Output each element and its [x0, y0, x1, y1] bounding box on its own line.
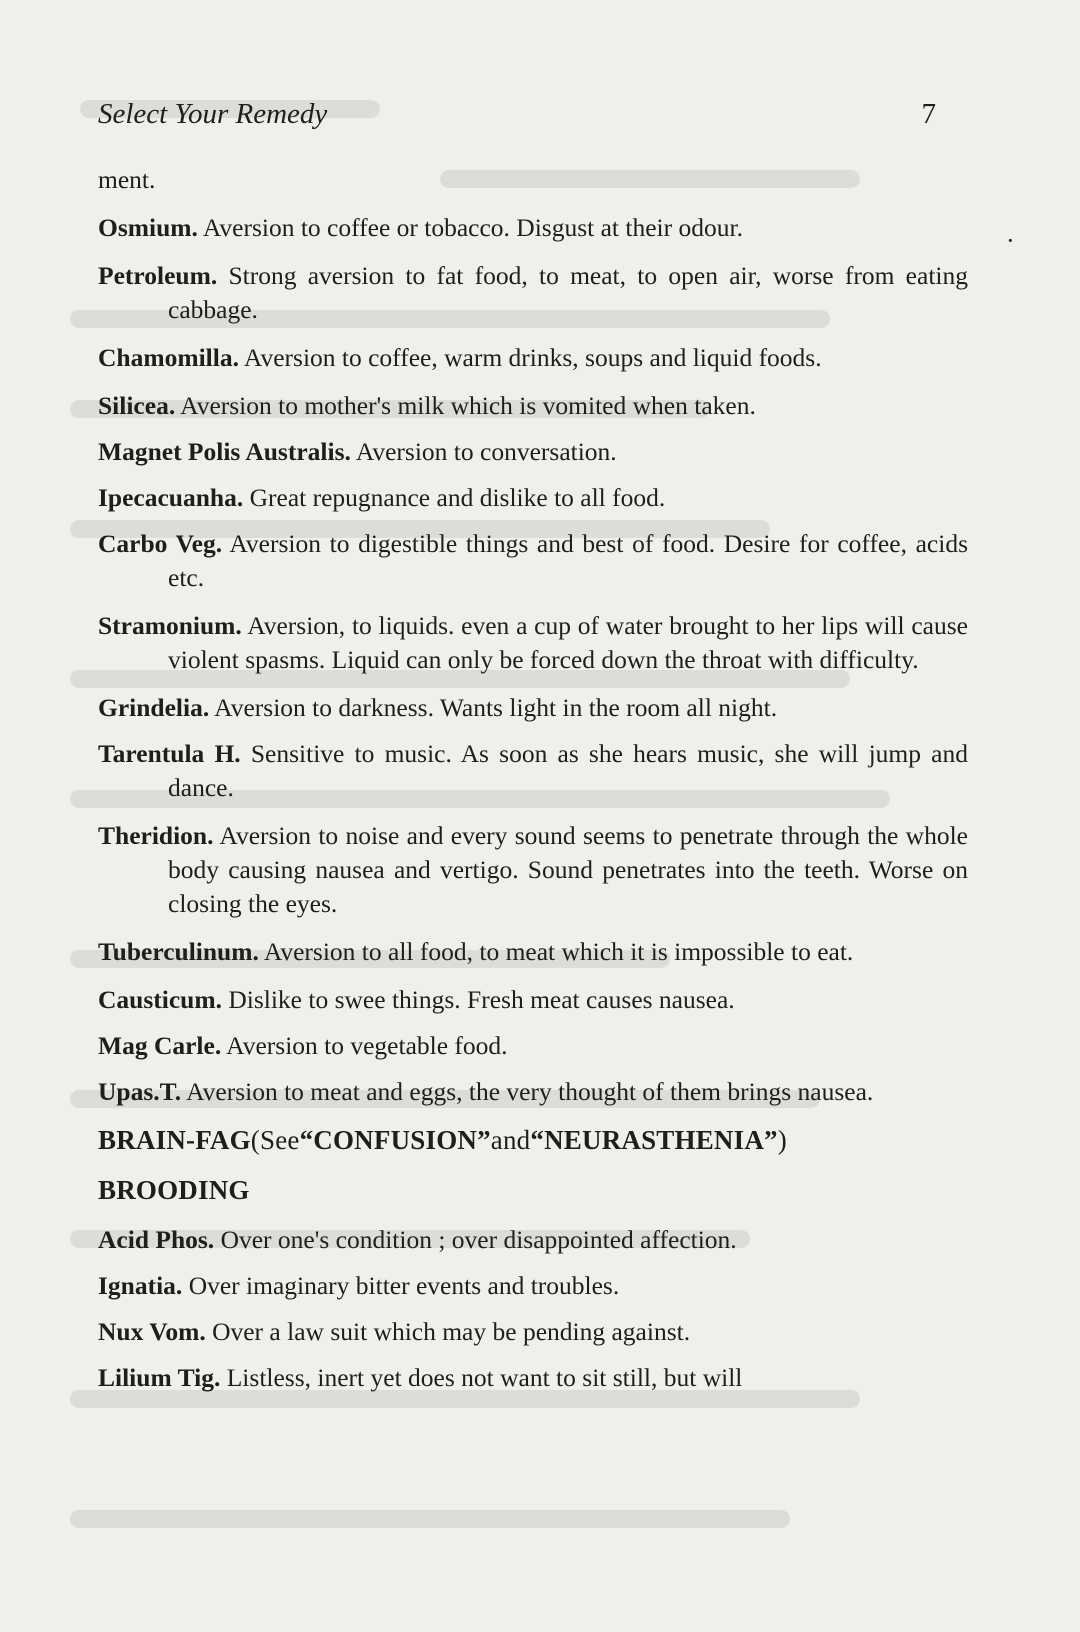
remedy-entry — [98, 211, 968, 245]
remedy-entry — [98, 1361, 968, 1395]
remedy-name: Chamomilla. — [98, 343, 239, 372]
remedy-name: Silicea. — [98, 391, 176, 420]
heading-close: ) — [777, 1125, 787, 1155]
remedy-name: Carbo Veg. — [98, 529, 223, 558]
remedy-entry — [98, 935, 968, 969]
page-body — [98, 163, 968, 1407]
remedy-name: Causticum. — [98, 985, 222, 1014]
remedy-text: Aversion to all food, to meat which it is impossible to eat. — [258, 937, 854, 966]
remedy-entry — [98, 259, 968, 327]
section-heading-brooding: BROODING — [98, 1175, 250, 1205]
remedy-name: Ipecacuanha. — [98, 483, 244, 512]
remedy-text: Dislike to swee things. Fresh meat causes nausea. — [221, 985, 735, 1014]
remedy-entry — [98, 1029, 968, 1063]
remedy-name: Theridion. — [98, 821, 214, 850]
remedy-name: Magnet Polis Australis. — [98, 437, 351, 466]
remedy-entry — [98, 737, 968, 805]
remedy-text: Sensitive to music. As soon as she hears music, she will jump and dance. — [168, 739, 968, 802]
remedy-entry — [98, 527, 968, 595]
remedy-name: Acid Phos. — [98, 1225, 215, 1254]
remedy-list-brooding — [98, 1223, 968, 1395]
heading-ref: “CONFUSION” — [299, 1125, 491, 1155]
remedy-name: Ignatia. — [98, 1271, 183, 1300]
remedy-entry — [98, 1223, 968, 1257]
remedy-name: Tarentula H. — [98, 739, 241, 768]
remedy-name: Nux Vom. — [98, 1317, 206, 1346]
remedy-text: Aversion to digestible things and best of food. Desire for coffee, acids etc. — [168, 529, 968, 592]
remedy-name: Osmium. — [98, 213, 198, 242]
remedy-text: Aversion to mother's milk which is vomited when taken. — [175, 391, 756, 420]
remedy-entry — [98, 481, 968, 515]
remedy-text: Aversion to noise and every sound seems to penetrate through the whole body causing nausea and vertigo. Sound penetrates into the teeth. Worse on closing the eyes. — [168, 821, 968, 918]
remedy-name: Lilium Tig. — [98, 1363, 221, 1392]
remedy-entry — [98, 389, 968, 423]
continued-line: ment. — [98, 165, 156, 194]
remedy-entry — [98, 691, 968, 725]
remedy-entry — [98, 1075, 968, 1109]
remedy-text: Aversion to coffee or tobacco. Disgust at their odour. — [197, 213, 743, 242]
remedy-text: Great repugnance and dislike to all food. — [243, 483, 666, 512]
remedy-text: Aversion, to liquids. even a cup of water brought to her lips will cause violent spasms. Liquid can only be forced down the throat with difficulty. — [168, 611, 968, 674]
remedy-text: Over one's condition ; over disappointed affection. — [214, 1225, 737, 1254]
heading-term: BRAIN-FAG — [98, 1125, 251, 1155]
remedy-text: Listless, inert yet does not want to sit still, but will — [220, 1363, 743, 1392]
remedy-list-aversion — [98, 211, 968, 1109]
remedy-text: Over a law suit which may be pending against. — [205, 1317, 691, 1346]
remedy-text: Aversion to vegetable food. — [221, 1031, 508, 1060]
remedy-name: Upas.T. — [98, 1077, 182, 1106]
remedy-entry — [98, 435, 968, 469]
heading-see: (See — [250, 1125, 300, 1155]
remedy-entry — [98, 609, 968, 677]
remedy-name: Petroleum. — [98, 261, 218, 290]
remedy-entry — [98, 1315, 968, 1349]
remedy-text: Over imaginary bitter events and troubles. — [182, 1271, 620, 1300]
page-number: 7 — [921, 98, 936, 130]
remedy-text: Aversion to conversation. — [350, 437, 617, 466]
heading-and: and — [490, 1125, 531, 1155]
heading-ref: “NEURASTHENIA” — [530, 1125, 778, 1155]
remedy-name: Stramonium. — [98, 611, 242, 640]
remedy-text: Strong aversion to fat food, to meat, to open air, worse from eating cabbage. — [168, 261, 968, 324]
section-heading-brain-fag — [98, 1123, 968, 1157]
remedy-text: Aversion to coffee, warm drinks, soups and liquid foods. — [238, 343, 822, 372]
remedy-text: Aversion to meat and eggs, the very thought of them brings nausea. — [181, 1077, 874, 1106]
remedy-text: Aversion to darkness. Wants light in the room all night. — [209, 693, 778, 722]
page-header — [98, 98, 936, 138]
remedy-name: Mag Carle. — [98, 1031, 222, 1060]
remedy-name: Grindelia. — [98, 693, 210, 722]
remedy-entry — [98, 819, 968, 921]
remedy-entry — [98, 1269, 968, 1303]
stray-mark: · — [1006, 226, 1015, 255]
remedy-name: Tuberculinum. — [98, 937, 259, 966]
running-title: Select Your Remedy — [98, 98, 328, 130]
remedy-entry — [98, 983, 968, 1017]
remedy-entry — [98, 341, 968, 375]
